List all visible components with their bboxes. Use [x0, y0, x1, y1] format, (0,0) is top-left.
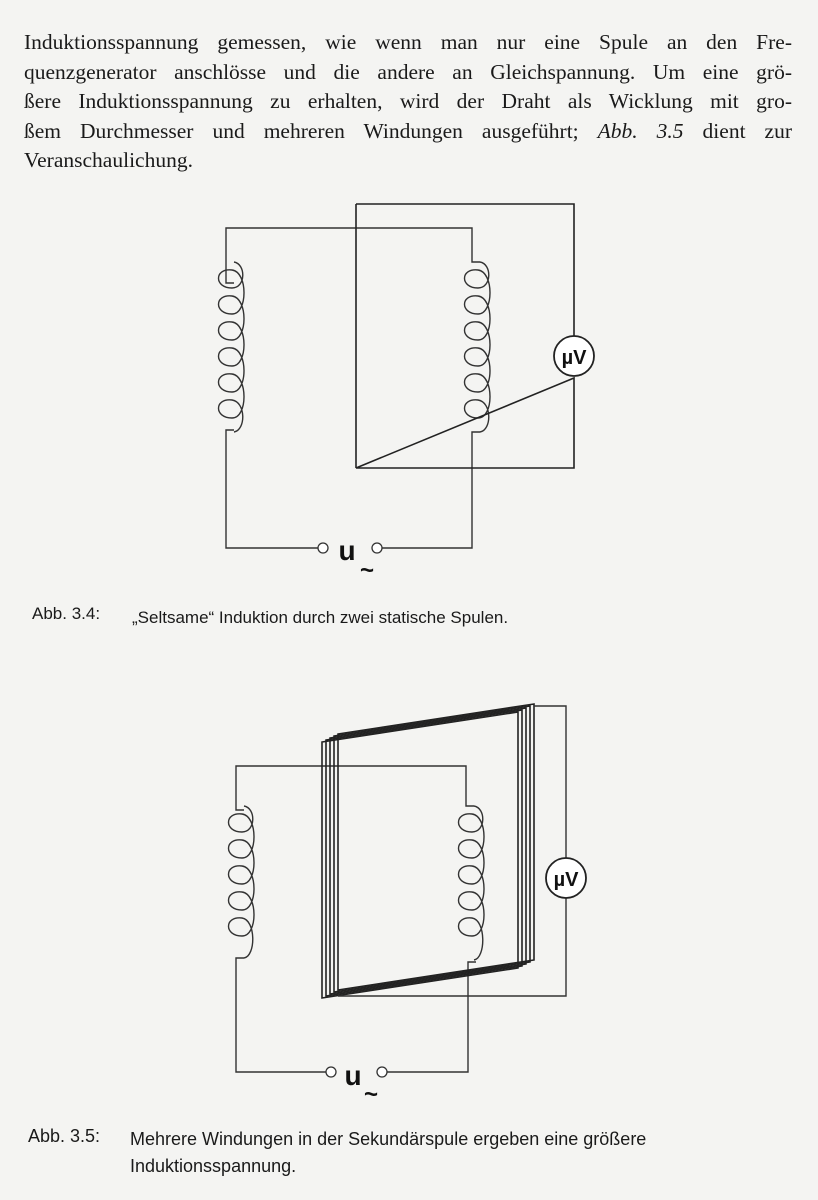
- right-coil: [459, 806, 485, 960]
- meter-wire: [338, 706, 566, 996]
- paragraph-line-4-start: ßem Durchmesser und mehreren Windungen ausgeführt;: [24, 118, 579, 143]
- source-tilde: ~: [363, 1081, 379, 1108]
- caption-number: Abb. 3.4:: [32, 604, 101, 623]
- terminal-left: [326, 1067, 336, 1077]
- paragraph-line-4-end: dient zur: [702, 118, 792, 143]
- source-label: u: [338, 535, 356, 566]
- primary-circuit-wire: [236, 766, 474, 810]
- paragraph-line-2: quenzgenerator anschlösse und die andere an Gleichspannung. Um eine grö-: [24, 59, 792, 84]
- caption-line-1: Mehrere Windungen in der Sekundärspule ergeben eine größere: [130, 1129, 647, 1149]
- secondary-winding: [322, 704, 534, 998]
- source-tilde: ~: [359, 557, 375, 584]
- paragraph-line-5: Veranschaulichung.: [24, 148, 193, 172]
- left-coil: [229, 806, 255, 958]
- caption-text: „Seltsame“ Induktion durch zwei statische Spulen.: [132, 608, 509, 627]
- figure-3-5-caption: [28, 1126, 748, 1186]
- terminal-right: [377, 1067, 387, 1077]
- paragraph-line-1: Induktionsspannung gemessen, wie wenn man nur eine Spule an den Fre-: [24, 30, 792, 54]
- caption-text: [130, 1126, 646, 1180]
- caption-line-2: Induktionsspannung.: [130, 1156, 297, 1176]
- meter-label: µV: [561, 347, 587, 369]
- meter-label: µV: [553, 869, 579, 891]
- paragraph-line-3: ßere Induktionsspannung zu erhalten, wird der Draht als Wicklung mit gro-: [24, 89, 792, 113]
- caption-number: Abb. 3.5:: [28, 1126, 101, 1146]
- primary-lower-wire: [236, 958, 330, 1072]
- figure-reference: Abb. 3.5: [597, 118, 684, 143]
- source-label: u: [344, 1060, 362, 1091]
